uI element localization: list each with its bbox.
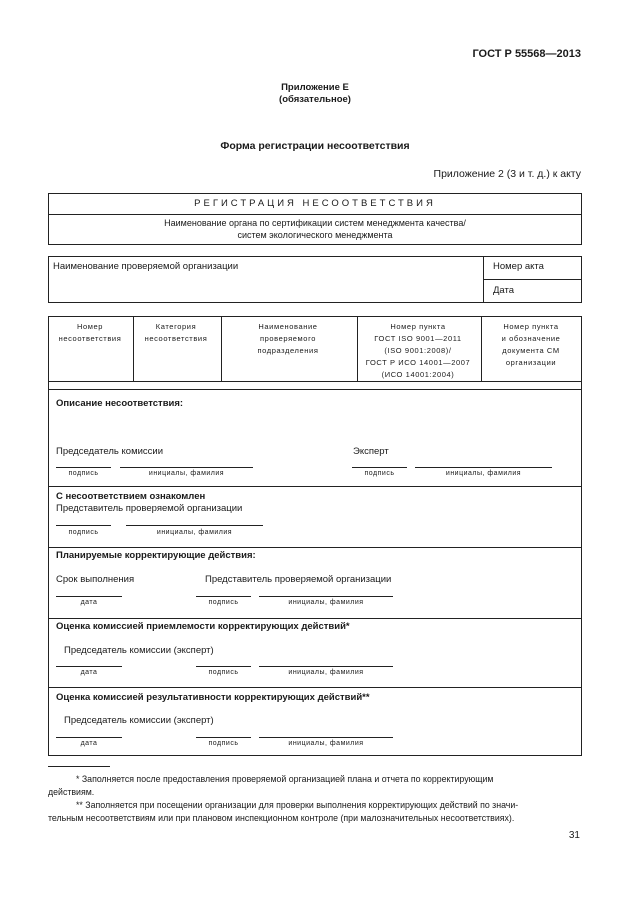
initials-line (120, 467, 253, 468)
footnote-divider (48, 766, 110, 767)
column-header-department: Наименование проверяемого подразделения (257, 322, 319, 355)
signature-caption: подпись (208, 669, 239, 676)
representative-label: Представитель проверяемой организации (56, 503, 243, 514)
signature-caption: подпись (68, 529, 99, 536)
column-header-number: Номер несоответствия (58, 322, 122, 343)
footnote-2-line1: ** Заполняется при посещении организации для проверки выполнения корректирующих действий по значи- (76, 800, 519, 810)
signature-line (352, 467, 407, 468)
initials-line (259, 666, 393, 667)
description-title: Описание несоответствия: (56, 398, 184, 409)
signature-caption: подпись (68, 470, 99, 477)
initials-caption: инициалы, фамилия (288, 599, 364, 606)
standard-header: ГОСТ Р 55568—2013 (472, 48, 581, 60)
date-caption: дата (80, 740, 98, 747)
date-line (56, 666, 122, 667)
chairman-expert-label: Председатель комиссии (эксперт) (64, 645, 214, 656)
deadline-label: Срок выполнения (56, 574, 135, 585)
date-label: Дата (493, 285, 515, 296)
column-header-category: Категория несоответствия (144, 322, 208, 343)
appendix-status: (обязательное) (279, 94, 351, 105)
appendix-title: Приложение Е (281, 82, 349, 93)
signature-caption: подпись (208, 599, 239, 606)
initials-caption: инициалы, фамилия (288, 669, 364, 676)
signature-caption: подпись (208, 740, 239, 747)
registration-body-line1: Наименование органа по сертификации систем менеджмента качества/ (164, 218, 466, 228)
attachment-reference: Приложение 2 (3 и т. д.) к акту (433, 168, 581, 180)
initials-caption: инициалы, фамилия (288, 740, 364, 747)
page-number: 31 (568, 830, 580, 841)
date-line (56, 596, 122, 597)
chairman-expert-label: Председатель комиссии (эксперт) (64, 715, 214, 726)
footnote-1-line1: * Заполняется после предоставления проверяемой организацией плана и отчета по корректирующим (76, 774, 494, 784)
date-line (56, 737, 122, 738)
representative-label: Представитель проверяемой организации (205, 574, 392, 585)
signature-line (196, 666, 251, 667)
initials-caption: инициалы, фамилия (148, 470, 225, 477)
signature-line (196, 737, 251, 738)
act-number-label: Номер акта (493, 261, 544, 272)
planned-actions-title: Планируемые корректирующие действия: (56, 550, 256, 561)
initials-caption: инициалы, фамилия (445, 470, 522, 477)
signature-line (56, 467, 111, 468)
registration-body-line2: систем экологического менеджмента (237, 230, 393, 240)
initials-line (259, 596, 393, 597)
organization-label: Наименование проверяемой организации (53, 261, 239, 272)
initials-line (415, 467, 552, 468)
form-title: Форма регистрации несоответствия (220, 140, 410, 152)
date-caption: дата (80, 669, 98, 676)
acquainted-title: С несоответствием ознакомлен (56, 491, 206, 502)
appendix-heading (0, 82, 630, 106)
footnote-2-line2: тельным несоответствиям или при плановом инспекционном контроле (при малозначительных несоответствиях). (48, 813, 515, 823)
initials-line (259, 737, 393, 738)
column-header-standard-clause: Номер пункта ГОСТ ISO 9001—2011 (ISO 9001:2008)/ ГОСТ Р ИСО 14001—2007 (ИСО 14001:2004) (365, 322, 471, 379)
nonconformity-form (48, 316, 582, 756)
initials-caption: инициалы, фамилия (156, 529, 233, 536)
footnote-1-line2: действиям. (48, 787, 95, 797)
acceptability-title: Оценка комиссией приемлемости корректирующих действий* (56, 621, 350, 632)
signature-caption: подпись (364, 470, 395, 477)
chairman-label: Председатель комиссии (56, 446, 164, 457)
signature-line (56, 525, 111, 526)
initials-line (126, 525, 263, 526)
expert-label: Эксперт (353, 446, 389, 457)
registration-title: РЕГИСТРАЦИЯ НЕСООТВЕТСТВИЯ (194, 198, 436, 209)
signature-line (196, 596, 251, 597)
effectiveness-title: Оценка комиссией результативности корректирующих действий** (56, 692, 370, 703)
column-header-document-clause: Номер пункта и обозначение документа СМ организации (501, 322, 561, 367)
date-caption: дата (80, 599, 98, 606)
